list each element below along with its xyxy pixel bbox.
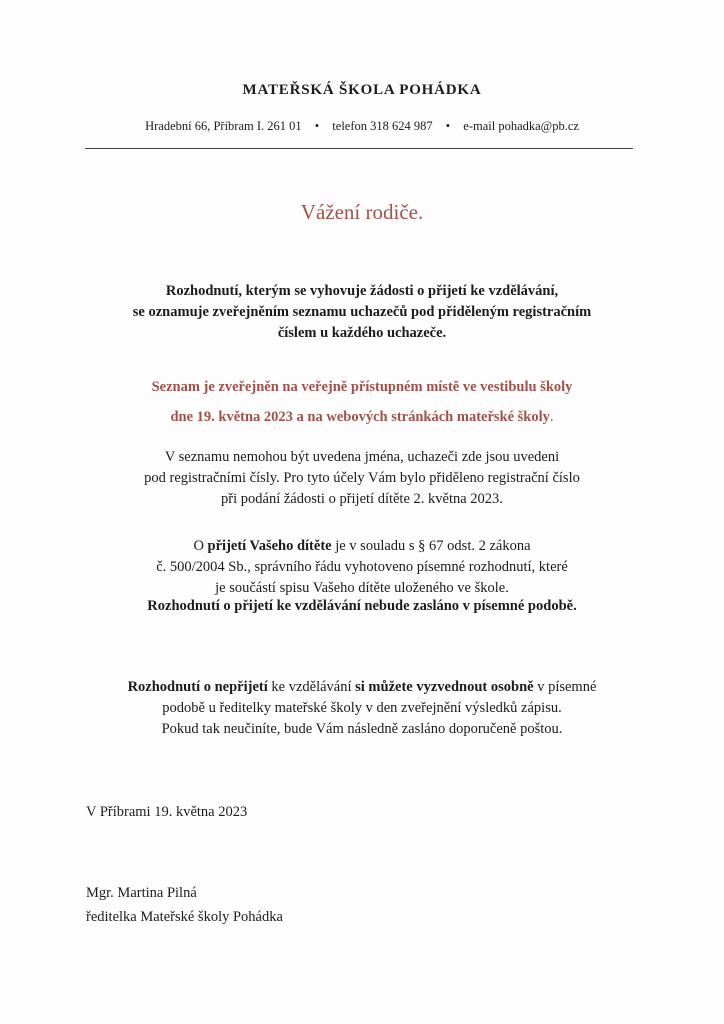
header-divider xyxy=(85,148,633,149)
admission-paragraph xyxy=(60,536,664,599)
post-notice: Pokud tak neučiníte, bude Vám následně zasláno doporučeně poštou. xyxy=(161,721,563,737)
rejection-line-1 xyxy=(60,677,664,698)
admission-l1-a: O xyxy=(193,538,208,554)
list-info-line-2: pod registračními čísly. Pro tyto účely Vám bylo přiděleno registrační číslo xyxy=(144,470,580,486)
decision-line-2: se oznamuje zveřejněním seznamu uchazečů pod přiděleným registračním xyxy=(132,304,592,320)
school-name: MATEŘSKÁ ŠKOLA POHÁDKA xyxy=(242,82,482,98)
email: e-mail pohadka@pb.cz xyxy=(463,119,579,133)
bullet-separator: • xyxy=(314,119,320,133)
no-mail-notice: Rozhodnutí o přijetí ke vzdělávání nebude zasláno v písemné podobě. xyxy=(147,598,577,614)
publication-line-2-text: dne 19. května 2023 a na webových stránkách mateřské školy xyxy=(170,409,550,425)
greeting: Vážení rodiče. xyxy=(300,200,424,224)
decision-line-3: číslem u každého uchazeče. xyxy=(277,325,447,341)
admission-l1-c: je v souladu s § 67 odst. 2 zákona xyxy=(331,538,531,554)
rejection-line-2: podobě u ředitelky mateřské školy v den zveřejnění výsledků zápisu. xyxy=(162,700,562,716)
rejection-paragraph xyxy=(60,677,664,719)
list-info-line-3: při podání žádosti o přijetí dítěte 2. května 2023. xyxy=(221,491,503,507)
decision-paragraph xyxy=(60,281,664,344)
list-info-paragraph xyxy=(60,447,664,510)
address: Hradební 66, Příbram I. 261 01 xyxy=(145,119,302,133)
bullet-separator: • xyxy=(445,119,451,133)
rejection-l1-c: ke vzdělávání xyxy=(267,679,356,695)
rejection-l1-e: v písemné xyxy=(533,679,597,695)
phone: telefon 318 624 987 xyxy=(332,119,433,133)
publication-paragraph xyxy=(60,372,664,432)
contact-line xyxy=(0,119,724,134)
publication-line-2 xyxy=(60,402,664,432)
admission-line-3: je součástí spisu Vašeho dítěte uloženého ve škole. xyxy=(215,580,509,596)
signature-block xyxy=(86,881,283,929)
publication-line-2-tail: . xyxy=(549,409,554,425)
date-place: V Příbrami 19. května 2023 xyxy=(86,804,248,820)
signature-title: ředitelka Mateřské školy Pohádka xyxy=(86,909,283,925)
admission-line-2: č. 500/2004 Sb., správního řádu vyhotoveno písemné rozhodnutí, které xyxy=(156,559,568,575)
admission-l1-b: přijetí Vašeho dítěte xyxy=(207,538,332,554)
decision-line-1: Rozhodnutí, kterým se vyhovuje žádosti o přijetí ke vzdělávání, xyxy=(165,283,559,299)
rejection-l1-d: si můžete vyzvednout osobně xyxy=(355,679,534,695)
admission-line-1 xyxy=(60,536,664,557)
rejection-l1-a: Rozhodnutí o xyxy=(127,679,215,695)
signature-name: Mgr. Martina Pilná xyxy=(86,885,197,901)
rejection-l1-b: nepřijetí xyxy=(214,679,268,695)
list-info-line-1: V seznamu nemohou být uvedena jména, uchazeči zde jsou uvedeni xyxy=(164,449,560,465)
publication-line-1: Seznam je zveřejněn na veřejně přístupném místě ve vestibulu školy xyxy=(151,379,573,395)
